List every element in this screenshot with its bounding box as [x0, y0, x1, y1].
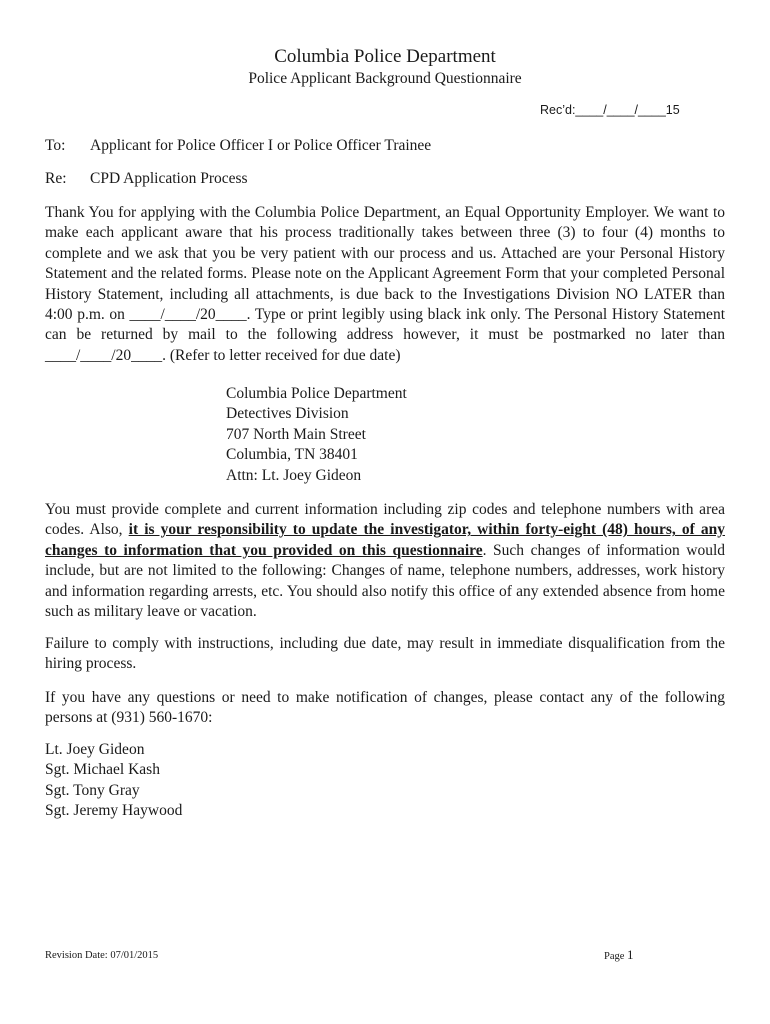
address-line: Columbia, TN 38401 — [226, 446, 358, 464]
memo-re-label: Re: — [45, 170, 67, 187]
memo-to — [45, 137, 431, 155]
revision-date: Revision Date: 07/01/2015 — [45, 950, 159, 961]
update-info-paragraph — [45, 500, 725, 622]
update-info-text-start: You must provide complete and current information including zip codes and telephone numbers with area codes. Also, — [45, 501, 725, 539]
contact-person: Sgt. Michael Kash — [45, 761, 160, 779]
address-line: Columbia Police Department — [226, 385, 407, 402]
page-label: Page — [604, 951, 625, 962]
contact-person: Sgt. Tony Gray — [45, 781, 140, 799]
document-title: Columbia Police Department — [274, 46, 496, 67]
page-number: 1 — [627, 947, 634, 962]
mailing-address — [226, 384, 407, 486]
address-line: Attn: Lt. Joey Gideon — [226, 466, 362, 484]
contact-person: Lt. Joey Gideon — [45, 741, 145, 758]
received-date-field: Rec’d:____/____/____15 — [540, 103, 680, 117]
address-line: 707 North Main Street — [226, 425, 366, 443]
memo-re-value: CPD Application Process — [90, 170, 248, 187]
failure-paragraph: Failure to comply with instructions, including due date, may result in immediate disqualification from the hiring process. — [45, 635, 725, 673]
update-info-emphasis: it is your responsibility to update the investigator, within forty-eight (48) hours, of any changes to information that you provided on this questionnaire — [45, 521, 725, 559]
page-indicator — [604, 947, 634, 963]
memo-to-value: Applicant for Police Officer I or Police Officer Trainee — [90, 137, 432, 154]
memo-re — [45, 170, 248, 188]
memo-to-label: To: — [45, 137, 66, 154]
contact-list — [45, 740, 182, 822]
document-subtitle: Police Applicant Background Questionnaire — [248, 70, 522, 87]
address-line: Detectives Division — [226, 405, 349, 423]
intro-paragraph: Thank You for applying with the Columbia Police Department, an Equal Opportunity Employer. We want to make each applicant aware that his process traditionally takes between three (3) to four (4) months to complete and we ask that you be very patient with our process and us. Attached are your Personal History Statement and the related forms. Please note on the Applicant Agreement Form that your completed Personal History Statement, including all attachments, is due back to the Investigations Division NO LATER than 4:00 p.m. on ____/____/20____. Type or print legibly using black ink only. The Personal History Statement can be returned by mail to the following address however, it must be postmarked no later than ____/____/20____. (Refer to letter received for due date) — [45, 204, 725, 364]
update-info-text-end: . Such changes of information would include, but are not limited to the following: Changes of name, telephone numbers, addresses, work history and information regarding arrests, etc. You should also notify this office of any extended absence from home such as military leave or vacation. — [45, 541, 726, 621]
contact-paragraph: If you have any questions or need to make notification of changes, please contact any of the following persons at (931) 560-1670: — [45, 689, 725, 727]
contact-person: Sgt. Jeremy Haywood — [45, 802, 183, 820]
